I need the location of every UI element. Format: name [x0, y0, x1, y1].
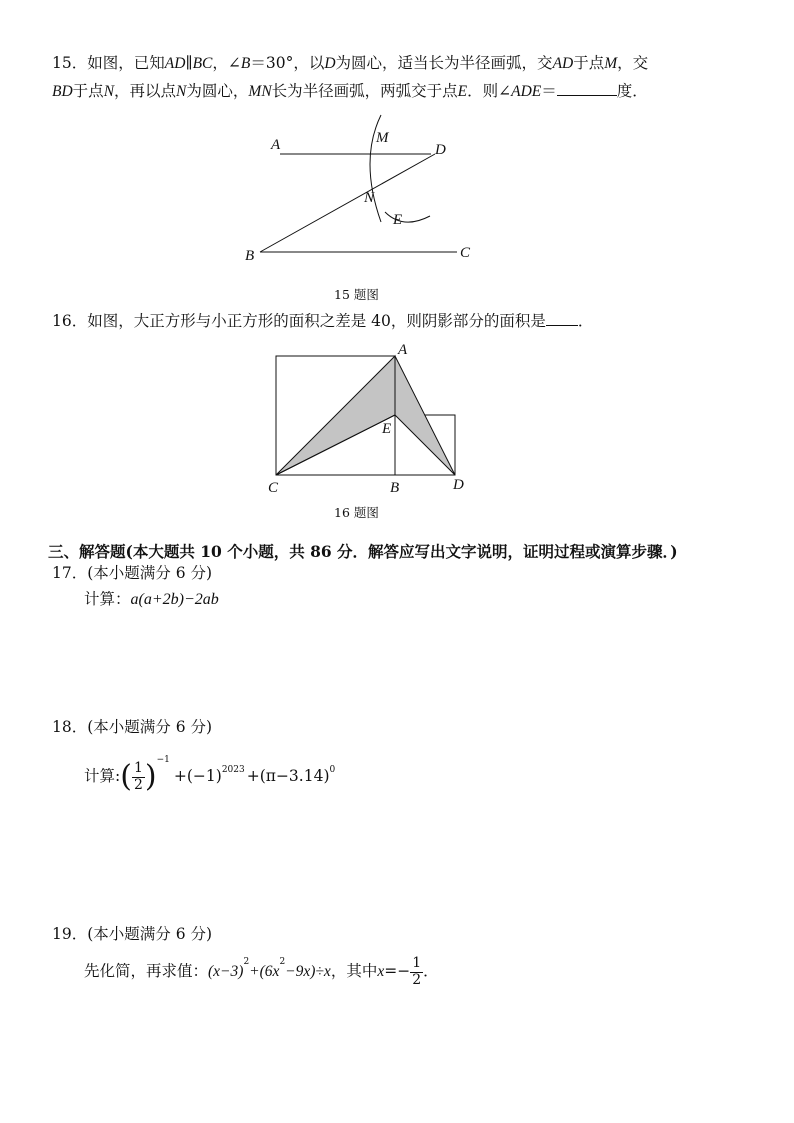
label-C: C: [268, 480, 279, 496]
arc-centered-N: [385, 212, 430, 222]
answer-blank: [557, 94, 617, 96]
q16-number: 16．: [52, 312, 88, 330]
label-A: A: [398, 342, 408, 358]
q15-line2: BD于点N，再以点N为圆心，MN长为半径画弧，两弧交于点E．则∠ADE＝ 度．: [52, 82, 648, 100]
section-heading: 三、解答题(本大题共 10 个小题，共 86 分．解答应写出文字说明，证明过程或演算步骤．): [48, 542, 678, 561]
q19-header: 19．(本小题满分 6 分): [52, 925, 213, 943]
q17-body: 计算：a(a+2b)−2ab: [84, 590, 219, 608]
q17-number: 17．: [52, 564, 88, 582]
label-E: E: [382, 421, 392, 437]
q19-number: 19．: [52, 925, 88, 943]
q19-body: 先化简，再求值： (x−3) $^2$ +(6x $^2$ −9x)÷x ，其中 x =− $\frac{1}{2}$ ．: [84, 955, 439, 988]
shaded-triangle-ACE: [276, 356, 395, 475]
label-M: M: [376, 130, 389, 146]
fraction-one-half: $\frac{1}{2}$: [133, 760, 143, 793]
q16-line: 16．如图，大正方形与小正方形的面积之差是 40，则阴影部分的面积是 ．: [52, 312, 594, 330]
q16-caption: 16 题图: [334, 505, 379, 520]
q17-header: 17．(本小题满分 6 分): [52, 564, 213, 582]
label-A: A: [271, 137, 281, 153]
label-B: B: [245, 248, 255, 264]
label-B: B: [390, 480, 400, 496]
label-N: N: [364, 190, 375, 206]
q18-body: 计算: ( $\frac{1}{2}$ ) $^{-1}$ +(−1) $^{2023}$ +(π−3.14) $^0$: [84, 755, 336, 794]
segment-BD: [260, 154, 435, 252]
label-E: E: [393, 212, 403, 228]
q18-number: 18．: [52, 718, 88, 736]
answer-blank: [546, 324, 578, 326]
q15-line1: 15．如图，已知AD∥BC，∠B＝30°，以D为圆心，适当长为半径画弧，交AD于点M，交: [52, 54, 649, 72]
q18-header: 18．(本小题满分 6 分): [52, 718, 213, 736]
fraction-one-half: $\frac{1}{2}$: [412, 955, 422, 988]
q15-number: 15．: [52, 54, 88, 72]
label-C: C: [460, 245, 471, 261]
q16-figure: [260, 338, 480, 498]
q17-expression: a(a+2b)−2ab: [130, 591, 219, 608]
q15-figure: [235, 112, 495, 272]
label-D: D: [435, 142, 446, 158]
label-D: D: [453, 477, 464, 493]
q15-caption: 15 题图: [334, 287, 379, 302]
